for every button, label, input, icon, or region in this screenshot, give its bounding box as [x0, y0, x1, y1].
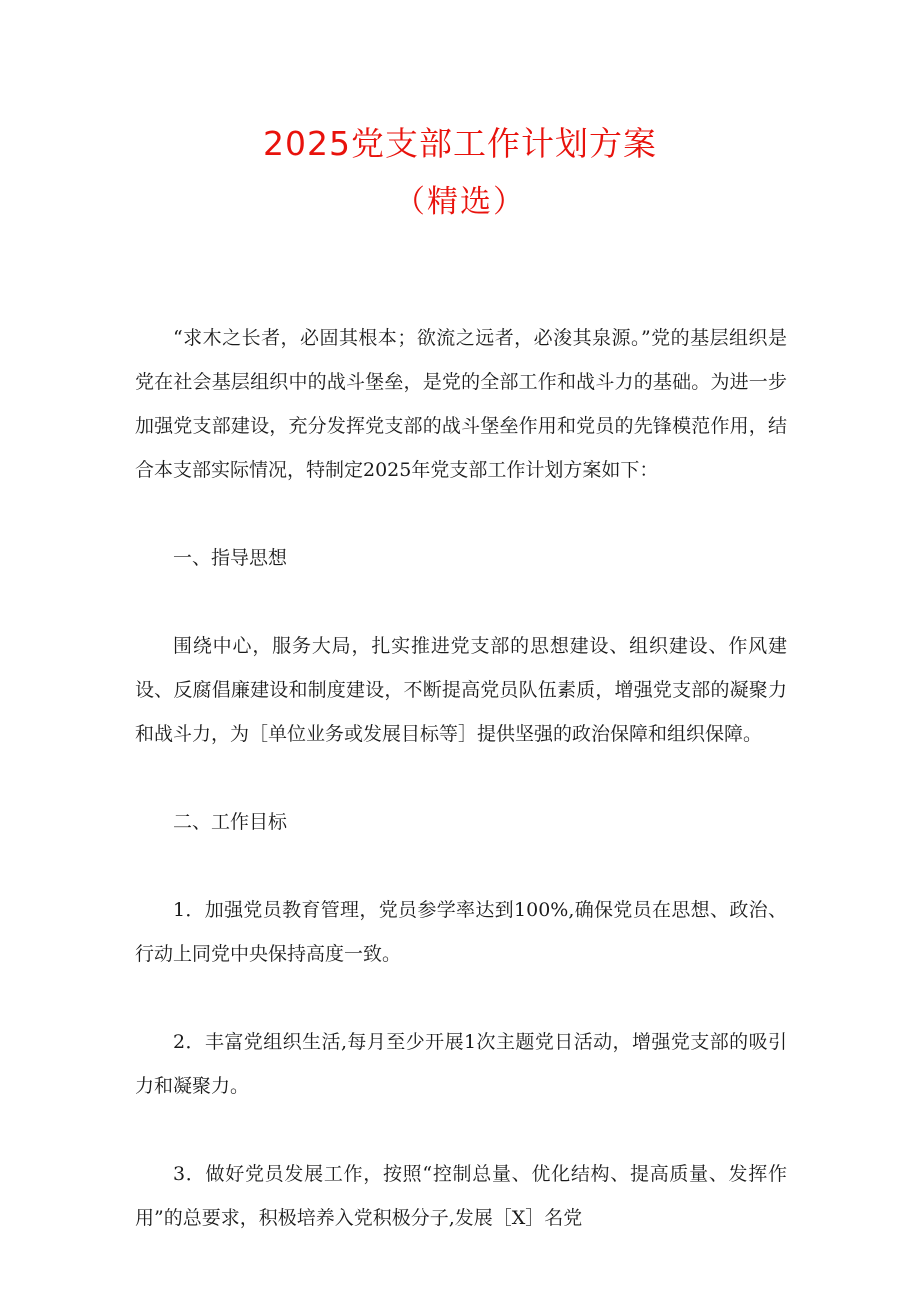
intro-paragraph: “求木之长者，必固其根本；欲流之远者，必浚其泉源。”党的基层组织是党在社会基层组织中的战斗堡垒，是党的全部工作和战斗力的基础。为进一步加强党支部建设，充分发挥党支部的战斗堡垒作用和党员的先锋模范作用，结合本支部实际情况，特制定2025年党支部工作计划方案如下： — [135, 327, 787, 481]
document-body — [135, 316, 787, 1240]
work-goal-item-1: 1．加强党员教育管理，党员参学率达到100%,确保党员在思想、政治、行动上同党中央保持高度一致。 — [135, 899, 787, 965]
guiding-thought-paragraph: 围绕中心，服务大局，扎实推进党支部的思想建设、组织建设、作风建设、反腐倡廉建设和制度建设，不断提高党员队伍素质，增强党支部的凝聚力和战斗力，为［单位业务或发展目标等］提供坚强的政治保障和组织保障。 — [135, 635, 787, 745]
section-heading-guiding-thought: 一、指导思想 — [173, 547, 288, 569]
document-subtitle: （精选） — [394, 184, 526, 220]
work-goal-item-2: 2．丰富党组织生活,每月至少开展1次主题党日活动，增强党支部的吸引力和凝聚力。 — [135, 1031, 787, 1097]
document-title: 2025党支部工作计划方案 — [263, 124, 657, 163]
section-heading-work-goals: 二、工作目标 — [173, 811, 288, 833]
work-goal-item-3: 3．做好党员发展工作，按照“控制总量、优化结构、提高质量、发挥作用”的总要求，积极培养入党积极分子,发展［X］名党 — [135, 1163, 787, 1229]
